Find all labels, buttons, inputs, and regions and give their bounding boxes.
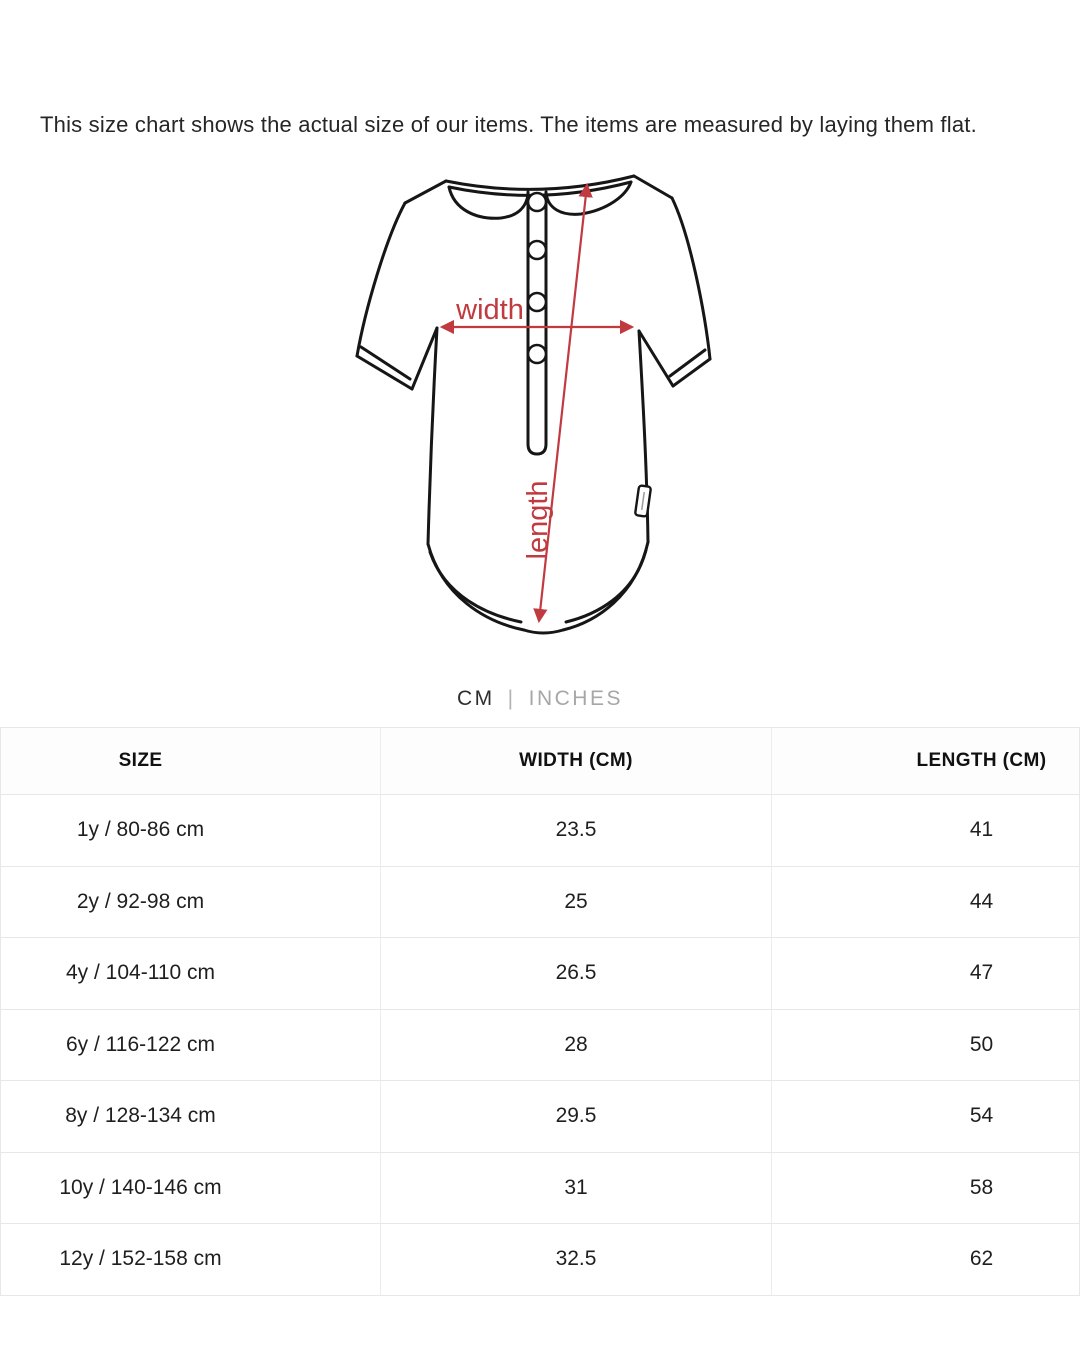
cell-size: 1y / 80-86 cm — [1, 795, 381, 867]
cell-width: 25 — [381, 867, 772, 939]
length-label: length — [522, 480, 554, 560]
table-row — [1, 938, 1079, 1010]
cell-size: 10y / 140-146 cm — [1, 1153, 381, 1225]
side-tag — [635, 485, 651, 516]
intro-text: This size chart shows the actual size of our items. The items are measured by laying them flat. — [40, 112, 977, 137]
size-table — [0, 727, 1080, 1296]
size-table-body — [1, 795, 1079, 1296]
column-header-length: LENGTH (CM) — [772, 728, 1079, 795]
table-row — [1, 1224, 1079, 1296]
cell-size: 4y / 104-110 cm — [1, 938, 381, 1010]
cell-length: 50 — [772, 1010, 1079, 1082]
cell-width: 32.5 — [381, 1224, 772, 1296]
cell-width: 31 — [381, 1153, 772, 1225]
cell-width: 28 — [381, 1010, 772, 1082]
unit-toggle — [0, 683, 1080, 715]
unit-option-cm[interactable]: CM — [457, 687, 495, 710]
cell-length: 62 — [772, 1224, 1079, 1296]
cell-width: 23.5 — [381, 795, 772, 867]
cell-length: 44 — [772, 867, 1079, 939]
unit-toggle-separator: | — [507, 687, 516, 710]
table-row — [1, 1010, 1079, 1082]
placket-buttons — [528, 193, 546, 363]
cell-width: 29.5 — [381, 1081, 772, 1153]
bodysuit-line-drawing — [350, 160, 730, 664]
cell-size: 8y / 128-134 cm — [1, 1081, 381, 1153]
column-header-width: WIDTH (CM) — [381, 728, 772, 795]
garment-diagram — [350, 160, 730, 664]
cell-width: 26.5 — [381, 938, 772, 1010]
cell-size: 2y / 92-98 cm — [1, 867, 381, 939]
cell-length: 58 — [772, 1153, 1079, 1225]
column-header-size: SIZE — [1, 728, 381, 795]
table-row — [1, 1153, 1079, 1225]
size-table-header — [1, 728, 1079, 795]
width-label: width — [456, 294, 524, 326]
cell-length: 47 — [772, 938, 1079, 1010]
table-row — [1, 867, 1079, 939]
cell-size: 6y / 116-122 cm — [1, 1010, 381, 1082]
table-row — [1, 1081, 1079, 1153]
cell-length: 41 — [772, 795, 1079, 867]
table-row — [1, 795, 1079, 867]
cell-size: 12y / 152-158 cm — [1, 1224, 381, 1296]
cell-length: 54 — [772, 1081, 1079, 1153]
unit-option-inches[interactable]: INCHES — [528, 687, 623, 710]
